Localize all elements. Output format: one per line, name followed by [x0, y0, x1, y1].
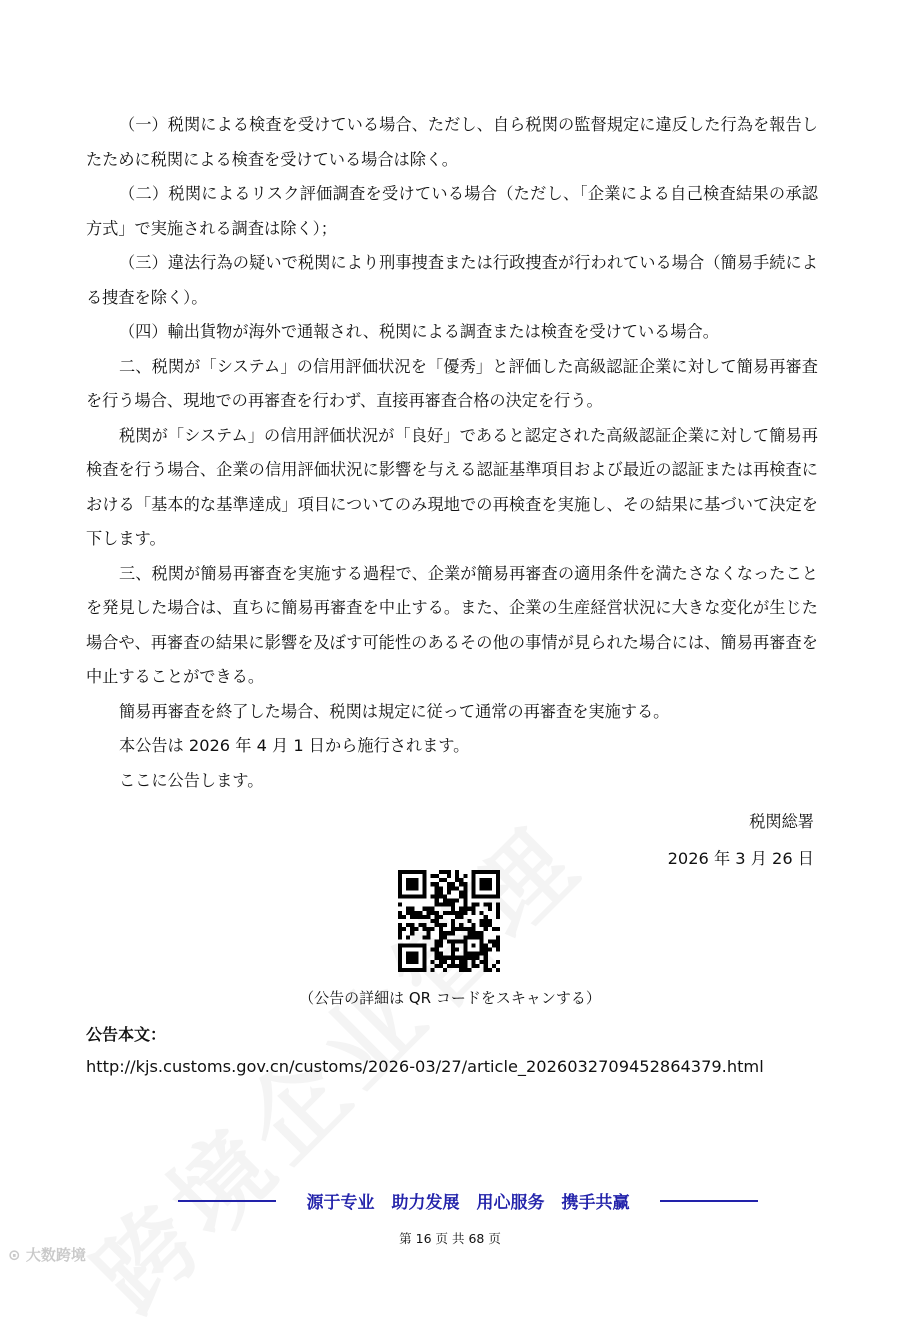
paragraph-closing: ここに公告します。: [119, 770, 264, 790]
source-link[interactable]: http://kjs.customs.gov.cn/customs/2026-03/27/article_2026032709452864379.html: [86, 1057, 764, 1076]
issue-date: 2026 年 3 月 26 日: [667, 849, 814, 868]
qr-caption: （公告の詳細は QR コードをスキャンする）: [299, 989, 601, 1007]
paragraph-item-4: （四）輸出貨物が海外で通報され、税関による調査または検査を受けている場合。: [119, 322, 719, 341]
paragraph-item-3: （三）違法行為の疑いで税関により刑事捜査または行政捜査が行われている場合（簡易手続による捜査を除く）。: [86, 253, 818, 307]
footer-line-right: [660, 1200, 758, 1202]
issuer-name: 税関総署: [749, 812, 814, 831]
paragraph-effective-date: 本公告は 2026 年 4 月 1 日から施行されます。: [119, 736, 470, 755]
qr-code-image: [398, 870, 500, 972]
brand-icon: ⊙: [8, 1246, 21, 1264]
footer-slogan-text: 源于专业 助力发展 用心服务 携手共赢: [306, 1193, 630, 1213]
page-number: 第 16 页 共 68 页: [399, 1231, 501, 1246]
footer-line-left: [178, 1200, 276, 1202]
brand-logo: [8, 1244, 86, 1265]
footer-slogan: [178, 1188, 758, 1214]
paragraph-section-3: 三、税関が簡易再審査を実施する過程で、企業が簡易再審査の適用条件を満たさなくなったことを発見した場合は、直ちに簡易再審査を中止する。また、企業の生産経営状況に大きな変化が生じた場合や、再審査の結果に影響を及ぼす可能性のあるその他の事情が見られた場合には、簡易再審査を中止することができる。: [86, 563, 818, 686]
paragraph-section-2-detail: 税関が「システム」の信用評価状況が「良好」であると認定された高級認証企業に対して簡易再検査を行う場合、企業の信用評価状況に影響を与える認証基準項目および最近の認証または再検査における「基本的な基準達成」項目についてのみ現地での再検査を実施し、その結果に基づいて決定を下します。: [86, 425, 818, 548]
paragraph-item-2: （二）税関によるリスク評価調査を受けている場合（ただし、「企業による自己検査結果の承認方式」で実施される調査は除く）；: [86, 184, 818, 238]
paragraph-termination: 簡易再審査を終了した場合、税関は規定に従って通常の再審査を実施する。: [119, 701, 670, 721]
paragraph-item-1: （一）税関による検査を受けている場合、ただし、自ら税関の監督規定に違反した行為を報告したために税関による検査を受けている場合は除く。: [86, 115, 818, 169]
source-label: 公告本文：: [86, 1025, 167, 1044]
paragraph-section-2: 二、税関が「システム」の信用評価状況を「優秀」と評価した高級認証企業に対して簡易再審査を行う場合、現地での再審査を行わず、直接再審査合格の決定を行う。: [86, 356, 818, 410]
brand-name: 大数跨境: [25, 1246, 86, 1264]
announcement-body: [86, 108, 818, 798]
